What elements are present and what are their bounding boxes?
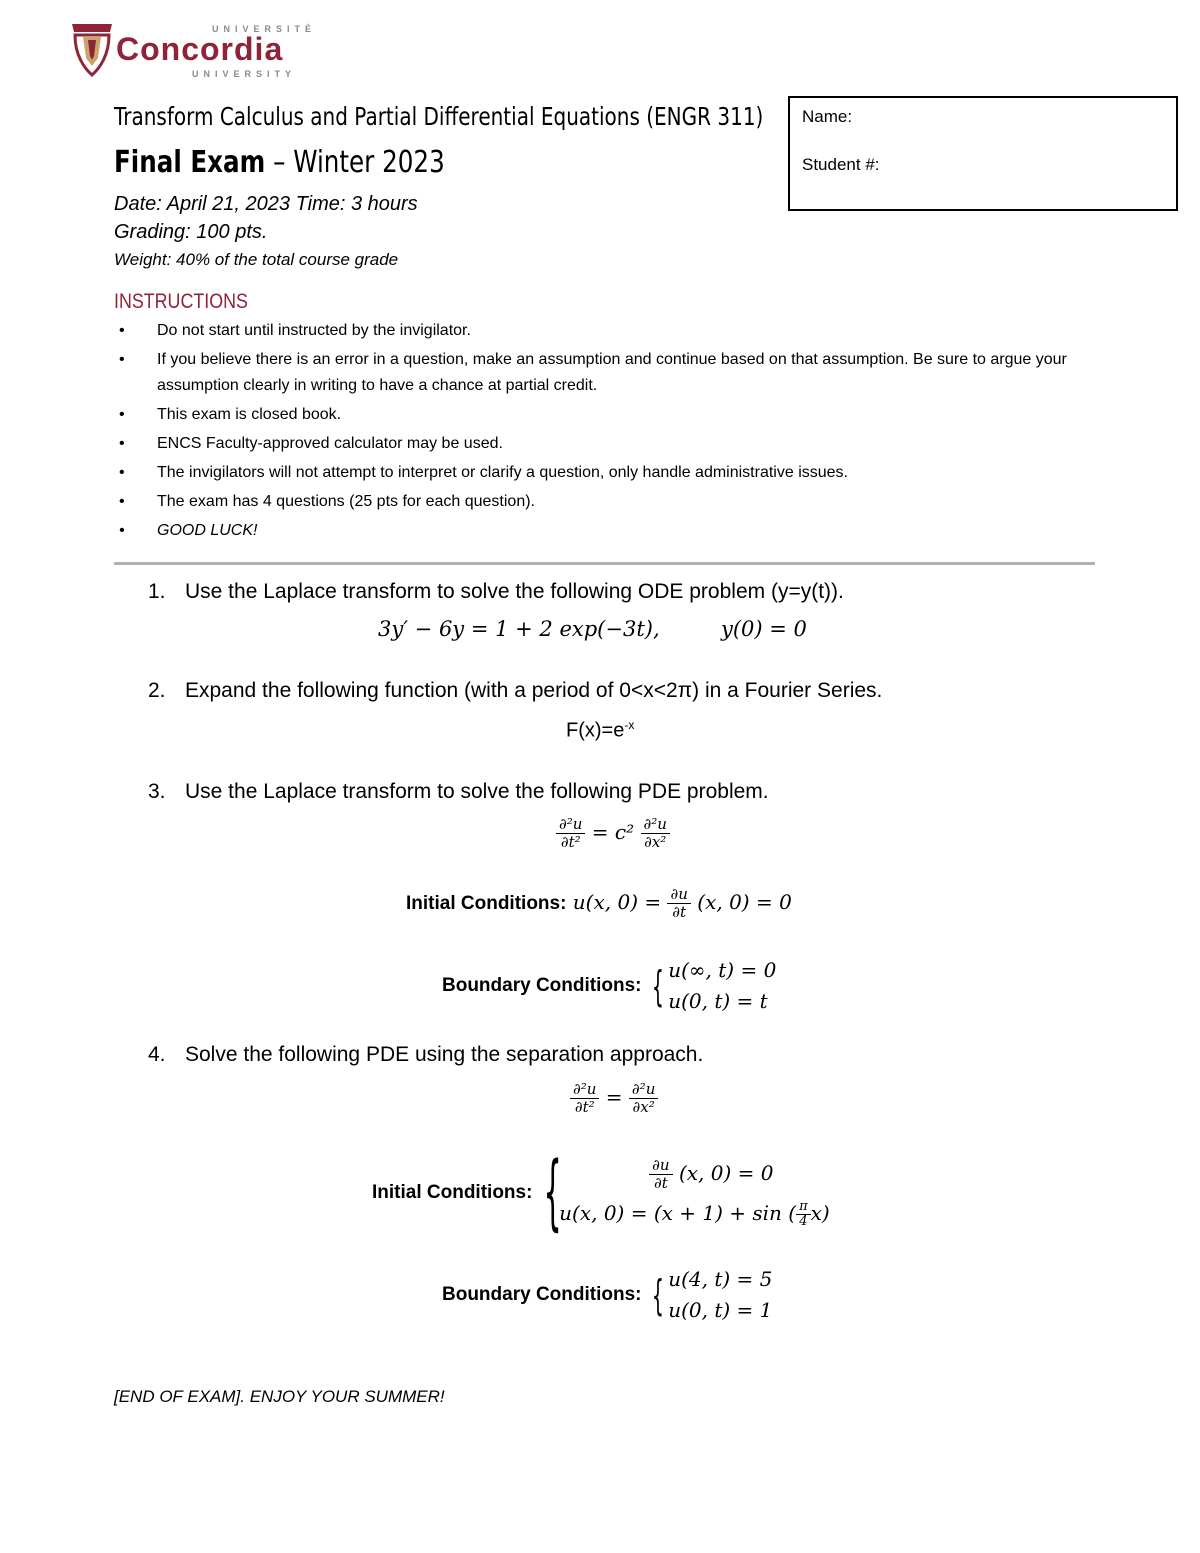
- q1-ode: 3y′ − 6y = 1 + 2 exp(−3t),: [378, 617, 660, 641]
- question-number: 3.: [148, 780, 166, 803]
- q3-pde: [556, 816, 670, 851]
- fraction-numerator: ∂²u: [556, 816, 585, 834]
- question-2: [148, 679, 882, 703]
- logo-bottom-text: UNIVERSITY: [192, 69, 297, 79]
- student-number-label: Student #:: [802, 155, 880, 174]
- q4-ic-fraction: [649, 1157, 672, 1192]
- exam-grading: Grading: 100 pts.: [114, 221, 268, 243]
- question-1: [148, 580, 844, 604]
- q4-pde-mid: =: [605, 1085, 623, 1109]
- left-brace-icon: {: [651, 961, 664, 1011]
- instruction-item: • The exam has 4 questions (25 pts for each question).: [114, 489, 1094, 515]
- fraction-denominator: ∂t²: [574, 1098, 595, 1116]
- q3-lhs-fraction: [556, 816, 585, 851]
- q4-ic-label: Initial Conditions:: [372, 1182, 533, 1203]
- question-number: 1.: [148, 580, 166, 603]
- instruction-item: • Do not start until instructed by the invigilator.: [114, 318, 1094, 344]
- q2-function: [566, 718, 634, 743]
- q3-ic-left: u(x, 0) =: [572, 890, 662, 914]
- fraction-denominator: ∂t²: [560, 833, 581, 851]
- left-brace-icon: {: [543, 1145, 562, 1240]
- exam-title: [114, 145, 445, 180]
- q4-ic-line-2-right: x): [810, 1201, 830, 1225]
- fraction-numerator: ∂²u: [570, 1081, 599, 1099]
- question-number: 2.: [148, 679, 166, 702]
- question-text: Use the Laplace transform to solve the following PDE problem.: [185, 780, 769, 803]
- fraction-denominator: ∂t: [653, 1174, 668, 1192]
- instructions-list: [114, 318, 1094, 547]
- q3-initial-conditions: [406, 886, 792, 921]
- q4-pde: [570, 1081, 658, 1116]
- question-text: Expand the following function (with a period of 0<x<2π) in a Fourier Series.: [185, 679, 883, 702]
- q4-ic-line-1: [559, 1153, 830, 1193]
- q3-ic-label: Initial Conditions:: [406, 893, 567, 914]
- q3-boundary-conditions: [442, 955, 776, 1017]
- q4-ic-line-1-rest: (x, 0) = 0: [678, 1161, 774, 1185]
- q4-ic-line-2: [559, 1193, 830, 1233]
- fraction-numerator: ∂u: [649, 1157, 672, 1175]
- fraction-denominator: ∂t: [672, 903, 687, 921]
- fraction-numerator: ∂u: [667, 886, 690, 904]
- left-brace-icon: {: [651, 1270, 664, 1320]
- question-text: Solve the following PDE using the separation approach.: [185, 1043, 704, 1066]
- fraction-denominator: 4: [799, 1214, 808, 1229]
- q1-equation: [378, 617, 807, 641]
- fraction-numerator: ∂²u: [629, 1081, 658, 1099]
- logo-top-text: UNIVERSITÉ: [212, 24, 317, 34]
- q2-function-base: F(x)=e: [566, 719, 625, 742]
- exam-weight: Weight: 40% of the total course grade: [114, 250, 399, 269]
- instructions-heading: INSTRUCTIONS: [114, 290, 248, 313]
- q4-rhs-fraction: [629, 1081, 658, 1116]
- q4-initial-conditions: [372, 1145, 830, 1240]
- exam-title-rest: – Winter 2023: [265, 145, 445, 180]
- instruction-item: • If you believe there is an error in a question, make an assumption and continue based on that assumption. Be sure to argue your assumption clearly in writing to have a chance at partial credit.: [114, 347, 1094, 398]
- q3-bc-line-2: u(0, t) = t: [668, 989, 768, 1013]
- logo-wordmark: Concordia: [116, 31, 284, 67]
- q4-pi-fraction: [796, 1200, 811, 1229]
- name-label: Name:: [802, 107, 853, 126]
- university-logo: [70, 20, 317, 82]
- q4-bc-line-2: u(0, t) = 1: [668, 1298, 773, 1322]
- instruction-item: • ENCS Faculty-approved calculator may be used.: [114, 431, 1094, 457]
- question-text: Use the Laplace transform to solve the following ODE problem (y=y(t)).: [185, 580, 844, 603]
- q3-bc-label: Boundary Conditions:: [442, 975, 642, 996]
- question-number: 4.: [148, 1043, 166, 1066]
- question-4: [148, 1043, 703, 1067]
- instruction-item: • The invigilators will not attempt to interpret or clarify a question, only handle administrative issues.: [114, 460, 1094, 486]
- course-title: Transform Calculus and Partial Differential Equations (ENGR 311): [114, 102, 764, 131]
- q3-pde-mid: = c²: [591, 820, 635, 844]
- q4-boundary-conditions: [442, 1264, 772, 1326]
- q3-ic-right: (x, 0) = 0: [697, 890, 792, 914]
- q4-ic-line-2-left: u(x, 0) = (x + 1) + sin (: [559, 1201, 797, 1225]
- exam-date-time: Date: April 21, 2023 Time: 3 hours: [114, 193, 418, 215]
- q2-function-exponent: -x: [624, 718, 635, 732]
- question-3: [148, 780, 769, 804]
- shield-icon: [70, 20, 114, 78]
- q4-bc-label: Boundary Conditions:: [442, 1284, 642, 1305]
- instruction-item: • This exam is closed book.: [114, 402, 1094, 428]
- q4-bc-line-1: u(4, t) = 5: [668, 1267, 773, 1291]
- exam-title-bold: Final Exam: [114, 145, 266, 180]
- instruction-item: • GOOD LUCK!: [114, 518, 1094, 544]
- q1-initial-condition: y(0) = 0: [721, 617, 807, 641]
- q3-rhs-fraction: [641, 816, 670, 851]
- fraction-denominator: ∂x²: [644, 833, 667, 851]
- name-box[interactable]: [788, 96, 1178, 211]
- fraction-numerator: π: [796, 1200, 811, 1215]
- q3-bc-line-1: u(∞, t) = 0: [668, 958, 777, 982]
- end-of-exam-text: [END OF EXAM]. ENJOY YOUR SUMMER!: [114, 1387, 445, 1406]
- q3-ic-fraction: [667, 886, 690, 921]
- q4-lhs-fraction: [570, 1081, 599, 1116]
- divider: [114, 562, 1095, 565]
- fraction-numerator: ∂²u: [641, 816, 670, 834]
- fraction-denominator: ∂x²: [632, 1098, 655, 1116]
